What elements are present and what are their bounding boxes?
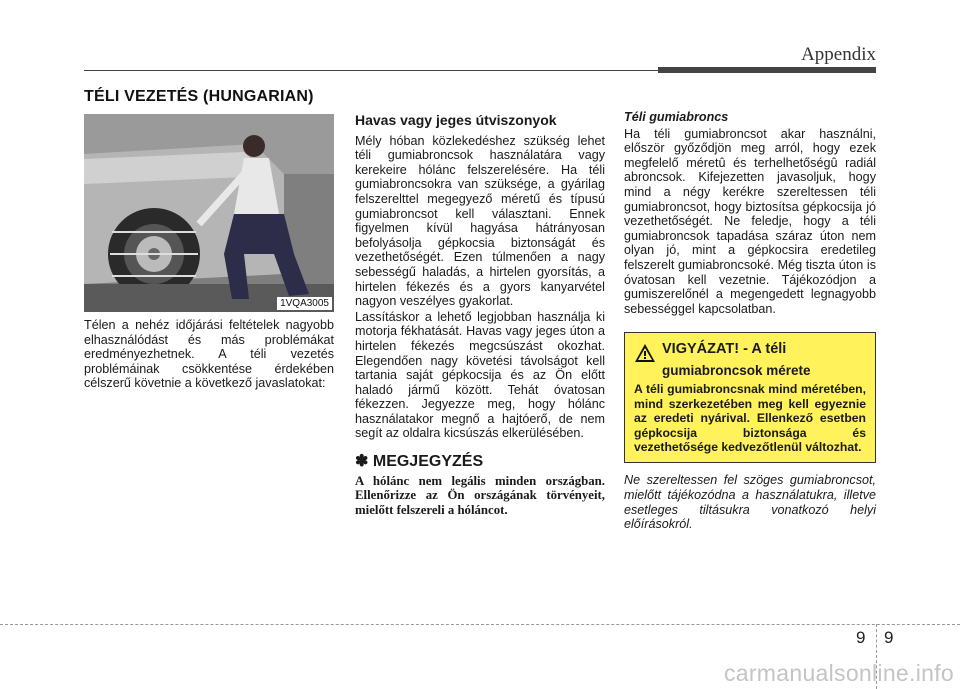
header-rule [84, 70, 658, 71]
winter-tire-paragraph: Ha téli gumiabroncsot akar használni, először győződjön meg arról, hogy ezek megfelelő méretû és terhelhetőségû radiál abroncsok. Kifejezetten javasoljuk, hogy mind a négy kerékre szereltessen téli gumiabroncsot, hogy biztosítsa gépkocsija jó vezethetőségét. Ne feledje, hogy a téli gumiabroncsok tapadása száraz úton nem olyan jó, mint a gépkocsira eredetileg felszerelt gumiabroncsoké. Még tiszta úton is óvatosan kell vezetnie. Tájékozódjon a gumiszerelőnél a megengedett legnagyobb sebességgel kapcsolatban. [624, 126, 876, 316]
winter-tire-heading: Téli gumiabroncs [624, 110, 729, 124]
note-heading [355, 455, 605, 470]
tire-chain-illustration [84, 114, 334, 312]
watermark: carmanualsonline.info [723, 660, 954, 686]
note-body: A hólánc nem legális minden országban. Ellenőrizze az Ön országának törvényeit, mielőtt felszereli a hóláncot. [355, 473, 605, 517]
footer-rule [0, 624, 960, 625]
snow-ice-paragraph-2: Lassításkor a lehető legjobban használja ki motorja fékhatását. Havas vagy jeges úton a hirtelen fékezés megcsúszást okozhat. Elegendően nagy követési távolságot kell tartania saját gépkocsija és az Ön előtt haladó jármű között. Tehát óvatosan fékezzen. Jegyezze meg, hogy hólánc használatakor megnő a hajtóerő, de nem segít az oldalra kicsúszás elkerülésében. [355, 309, 605, 441]
note-title: MEGJEGYZÉS [372, 453, 484, 471]
caution-body: A téli gumiabroncsnak mind méretében, mind szerkezetében meg kell egyeznie az eredeti nyárival. Ellenkező esetben gépkocsija biztonsága és vezethetősége kedvezőtlenül változhat. [634, 382, 866, 454]
tire-chain-photo [84, 114, 334, 312]
page-header-title: Appendix [801, 44, 876, 65]
column-left [84, 318, 334, 392]
snow-ice-paragraph-1: Mély hóban közlekedéshez szükség lehet téli gumiabroncsok használatára vagy kerekeire hólánc felszerelésére. Ha téli gumiabroncsokra van szüksége, a gyárilag felszerelttel megegyező méretű és típusú gumiabroncsot kell választani. Ennek figyelmen kívül hagyása hátrányosan befolyásolja gépkocsia biztonságát és vezethetőségét. Ezen túlmenően a nagy sebességű haladás, a hirtelen gyorsítás, a hirtelen fékezés és a gyors kanyarvétel nagyon veszélyes gyakorlat. [355, 133, 605, 309]
column-right [624, 110, 876, 533]
photo-caption: 1VQA3005 [277, 297, 332, 310]
caution-subtitle: gumiabroncsok mérete [662, 363, 811, 379]
header-bar [658, 67, 876, 73]
snow-ice-heading: Havas vagy jeges útviszonyok [355, 112, 557, 128]
page-number: 9 [884, 628, 894, 647]
column-middle [355, 113, 605, 517]
warning-triangle-icon [634, 343, 656, 363]
page-number-section: 9 [856, 628, 866, 647]
caution-title-row [634, 341, 866, 363]
intro-paragraph: Télen a nehéz időjárási feltételek nagyobb elhasználódást és más problémákat eredményezhetnek. A téli vezetés problémáinak csökkentése érdekében célszerű követnie a következő javaslatokat: [84, 318, 334, 391]
section-title: TÉLI VEZETÉS (HUNGARIAN) [84, 88, 314, 105]
caution-title: VIGYÁZAT! - A téli [662, 341, 787, 358]
caution-box [624, 332, 876, 463]
note-mark-icon: ✽ [355, 453, 369, 471]
studded-tire-note: Ne szereltessen fel szöges gumiabroncsot, mielőtt tájékozódna a használatukra, illetve esetleges tiltásukra vonatkozó helyi előírásokról. [624, 473, 876, 532]
